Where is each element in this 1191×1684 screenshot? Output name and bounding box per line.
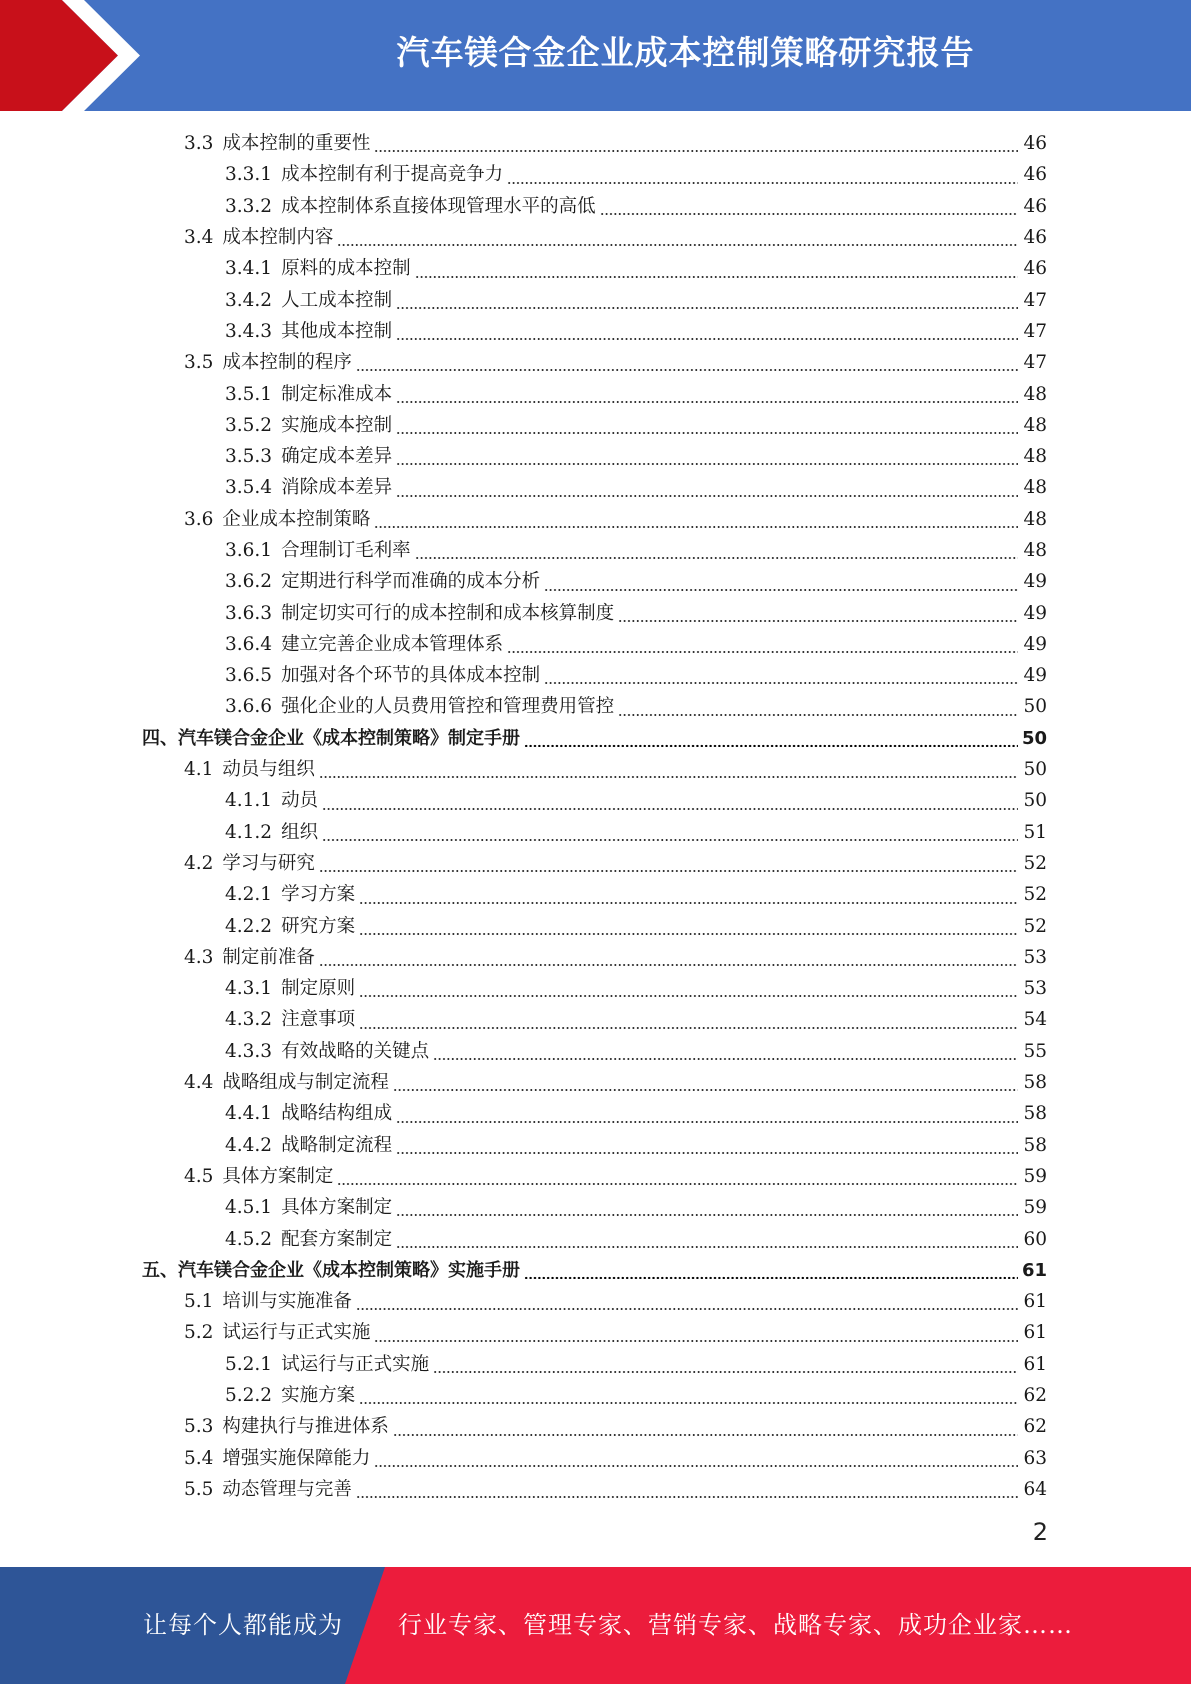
toc-entry-title: 成本控制有利于提高竞争力 bbox=[281, 164, 504, 186]
toc-dot-leader bbox=[374, 1324, 1018, 1343]
toc-entry-page: 58 bbox=[1023, 1103, 1047, 1125]
toc-entry-page: 47 bbox=[1023, 352, 1047, 374]
toc-entry-page: 51 bbox=[1023, 821, 1047, 843]
toc-entry[interactable] bbox=[225, 441, 1047, 472]
toc-entry-title: 注意事项 bbox=[281, 1009, 356, 1031]
toc-entry[interactable] bbox=[184, 1286, 1047, 1317]
toc-entry-page: 48 bbox=[1023, 477, 1047, 499]
toc-entry-number: 3.3.1 bbox=[225, 164, 273, 186]
toc-entry-number: 4.3.3 bbox=[225, 1040, 273, 1062]
toc-entry-title: 消除成本差异 bbox=[281, 477, 393, 499]
toc-entry-number: 4.5.2 bbox=[225, 1228, 273, 1250]
toc-entry-number: 5.2.2 bbox=[225, 1385, 273, 1407]
toc-entry[interactable] bbox=[225, 1223, 1047, 1254]
toc-entry-title: 定期进行科学而准确的成本分析 bbox=[281, 571, 541, 593]
toc-dot-leader bbox=[396, 1230, 1018, 1249]
toc-entry-title: 组织 bbox=[281, 821, 319, 843]
toc-entry[interactable] bbox=[225, 879, 1047, 910]
toc-entry-number: 3.6 bbox=[184, 508, 214, 530]
toc-entry[interactable] bbox=[142, 1255, 1047, 1286]
toc-entry[interactable] bbox=[184, 1067, 1047, 1098]
toc-entry[interactable] bbox=[225, 1098, 1047, 1129]
toc-dot-leader bbox=[322, 823, 1018, 842]
toc-dot-leader bbox=[433, 1042, 1018, 1061]
toc-entry-page: 59 bbox=[1023, 1197, 1047, 1219]
toc-dot-leader bbox=[359, 917, 1018, 936]
toc-dot-leader bbox=[524, 729, 1018, 747]
toc-entry-title: 制定原则 bbox=[281, 978, 356, 1000]
toc-entry-page: 61 bbox=[1023, 1291, 1047, 1313]
toc-entry-number: 3.5.3 bbox=[225, 446, 273, 468]
toc-dot-leader bbox=[396, 1198, 1018, 1217]
toc-dot-leader bbox=[319, 948, 1018, 967]
toc-entry-number: 4.1.1 bbox=[225, 790, 273, 812]
toc-entry-page: 48 bbox=[1023, 414, 1047, 436]
toc-dot-leader bbox=[415, 260, 1018, 279]
footer-slogan-left: 让每个人都能成为 bbox=[143, 1611, 343, 1639]
toc-entry-page: 49 bbox=[1023, 633, 1047, 655]
toc-entry-number: 5.2 bbox=[184, 1322, 214, 1344]
toc-entry-page: 54 bbox=[1023, 1009, 1047, 1031]
toc-entry-number: 4.2 bbox=[184, 852, 214, 874]
toc-entry-number: 3.3.2 bbox=[225, 195, 273, 217]
toc-entry-number: 3.6.2 bbox=[225, 571, 273, 593]
header-arrow-decoration bbox=[0, 0, 160, 111]
toc-entry[interactable] bbox=[225, 629, 1047, 660]
toc-dot-leader bbox=[396, 291, 1018, 310]
toc-entry-title: 动员与组织 bbox=[222, 759, 315, 781]
toc-entry[interactable] bbox=[225, 910, 1047, 941]
toc-entry-title: 具体方案制定 bbox=[281, 1197, 393, 1219]
toc-entry-page: 61 bbox=[1023, 1353, 1047, 1375]
toc-entry-title: 成本控制内容 bbox=[222, 227, 334, 249]
toc-entry-title: 四、汽车镁合金企业《成本控制策略》制定手册 bbox=[142, 727, 520, 749]
toc-entry-page: 46 bbox=[1023, 195, 1047, 217]
toc-entry-title: 企业成本控制策略 bbox=[222, 508, 371, 530]
toc-entry[interactable] bbox=[225, 472, 1047, 503]
toc-entry-title: 实施成本控制 bbox=[281, 414, 393, 436]
toc-entry-page: 50 bbox=[1023, 790, 1047, 812]
toc-entry-page: 47 bbox=[1023, 289, 1047, 311]
toc-entry-page: 58 bbox=[1023, 1134, 1047, 1156]
toc-entry[interactable] bbox=[225, 1036, 1047, 1067]
toc-entry-number: 5.4 bbox=[184, 1447, 214, 1469]
toc-entry-page: 55 bbox=[1023, 1040, 1047, 1062]
toc-dot-leader bbox=[337, 1167, 1018, 1186]
toc-dot-leader bbox=[374, 1449, 1018, 1468]
toc-entry-number: 4.4 bbox=[184, 1072, 214, 1094]
toc-entry-page: 50 bbox=[1023, 696, 1047, 718]
toc-entry-page: 59 bbox=[1023, 1165, 1047, 1187]
toc-dot-leader bbox=[337, 228, 1018, 247]
toc-entry[interactable] bbox=[225, 660, 1047, 691]
toc-dot-leader bbox=[618, 698, 1018, 717]
toc-entry-title: 成本控制体系直接体现管理水平的高低 bbox=[281, 195, 596, 217]
toc-entry[interactable] bbox=[225, 817, 1047, 848]
report-title: 汽车镁合金企业成本控制策略研究报告 bbox=[396, 33, 975, 72]
toc-entry-page: 60 bbox=[1023, 1228, 1047, 1250]
toc-entry-title: 研究方案 bbox=[281, 915, 356, 937]
toc-entry-page: 61 bbox=[1021, 1259, 1047, 1281]
toc-dot-leader bbox=[396, 1105, 1018, 1124]
toc-dot-leader bbox=[374, 510, 1018, 529]
toc-entry-number: 3.5.1 bbox=[225, 383, 273, 405]
toc-entry-title: 战略组成与制定流程 bbox=[222, 1072, 389, 1094]
toc-entry-number: 4.3.2 bbox=[225, 1009, 273, 1031]
page-header bbox=[0, 0, 1191, 111]
toc-dot-leader bbox=[319, 760, 1018, 779]
page-number: 2 bbox=[1032, 1518, 1048, 1546]
toc-entry[interactable] bbox=[184, 754, 1047, 785]
toc-entry-title: 其他成本控制 bbox=[281, 320, 393, 342]
toc-entry[interactable] bbox=[184, 222, 1047, 253]
toc-entry-number: 3.6.6 bbox=[225, 696, 273, 718]
toc-entry-page: 52 bbox=[1023, 852, 1047, 874]
toc-entry-number: 4.4.1 bbox=[225, 1103, 273, 1125]
toc-entry-page: 49 bbox=[1023, 571, 1047, 593]
toc-entry[interactable] bbox=[225, 191, 1047, 222]
toc-entry-number: 3.4.2 bbox=[225, 289, 273, 311]
toc-dot-leader bbox=[359, 1386, 1018, 1405]
toc-entry-title: 加强对各个环节的具体成本控制 bbox=[281, 665, 541, 687]
toc-entry-page: 61 bbox=[1023, 1322, 1047, 1344]
toc-entry-title: 配套方案制定 bbox=[281, 1228, 393, 1250]
toc-entry-title: 战略结构组成 bbox=[281, 1103, 393, 1125]
toc-dot-leader bbox=[396, 416, 1018, 435]
toc-entry[interactable] bbox=[225, 973, 1047, 1004]
toc-entry[interactable] bbox=[184, 504, 1047, 535]
toc-entry-number: 4.1.2 bbox=[225, 821, 273, 843]
toc-entry-page: 46 bbox=[1023, 258, 1047, 280]
toc-dot-leader bbox=[374, 134, 1018, 153]
page-footer bbox=[0, 1567, 1191, 1684]
toc-entry-title: 成本控制的程序 bbox=[222, 352, 352, 374]
toc-entry[interactable] bbox=[184, 1161, 1047, 1192]
toc-entry-number: 4.3 bbox=[184, 946, 214, 968]
toc-dot-leader bbox=[396, 447, 1018, 466]
toc-entry-number: 3.6.4 bbox=[225, 633, 273, 655]
toc-entry-number: 5.2.1 bbox=[225, 1353, 273, 1375]
toc-dot-leader bbox=[524, 1261, 1018, 1279]
toc-entry[interactable] bbox=[184, 347, 1047, 378]
toc-entry[interactable] bbox=[225, 1192, 1047, 1223]
toc-entry-page: 48 bbox=[1023, 446, 1047, 468]
toc-entry-title: 制定切实可行的成本控制和成本核算制度 bbox=[281, 602, 615, 624]
toc-entry-page: 48 bbox=[1023, 508, 1047, 530]
table-of-contents bbox=[0, 128, 1191, 1505]
toc-entry-page: 47 bbox=[1023, 320, 1047, 342]
toc-entry-page: 49 bbox=[1023, 602, 1047, 624]
toc-entry-number: 5.3 bbox=[184, 1416, 214, 1438]
toc-entry-page: 50 bbox=[1021, 727, 1047, 749]
toc-dot-leader bbox=[322, 792, 1018, 811]
toc-entry-number: 3.4.3 bbox=[225, 320, 273, 342]
toc-dot-leader bbox=[356, 1480, 1018, 1499]
toc-dot-leader bbox=[433, 1355, 1018, 1374]
toc-entry-number: 3.4.1 bbox=[225, 258, 273, 280]
toc-entry[interactable] bbox=[184, 1411, 1047, 1442]
toc-dot-leader bbox=[396, 1136, 1018, 1155]
toc-entry-number: 4.1 bbox=[184, 759, 214, 781]
toc-entry-number: 4.2.1 bbox=[225, 884, 273, 906]
toc-entry[interactable] bbox=[225, 159, 1047, 190]
toc-entry-title: 建立完善企业成本管理体系 bbox=[281, 633, 504, 655]
toc-entry[interactable] bbox=[225, 1130, 1047, 1161]
toc-entry-number: 4.5.1 bbox=[225, 1197, 273, 1219]
toc-entry[interactable] bbox=[225, 284, 1047, 315]
toc-entry-title: 成本控制的重要性 bbox=[222, 133, 371, 155]
toc-entry-number: 3.6.3 bbox=[225, 602, 273, 624]
toc-dot-leader bbox=[618, 604, 1018, 623]
toc-dot-leader bbox=[544, 573, 1018, 592]
toc-entry-page: 49 bbox=[1023, 665, 1047, 687]
toc-entry-page: 62 bbox=[1023, 1416, 1047, 1438]
toc-entry-page: 46 bbox=[1023, 133, 1047, 155]
toc-dot-leader bbox=[393, 1073, 1018, 1092]
toc-entry-number: 3.5.4 bbox=[225, 477, 273, 499]
toc-entry-title: 动态管理与完善 bbox=[222, 1478, 352, 1500]
toc-dot-leader bbox=[319, 854, 1018, 873]
toc-dot-leader bbox=[415, 541, 1018, 560]
toc-entry-number: 4.5 bbox=[184, 1165, 214, 1187]
toc-entry-number: 3.6.5 bbox=[225, 665, 273, 687]
toc-dot-leader bbox=[356, 353, 1018, 372]
toc-dot-leader bbox=[507, 166, 1018, 185]
toc-dot-leader bbox=[396, 322, 1018, 341]
toc-entry-title: 学习方案 bbox=[281, 884, 356, 906]
toc-entry-title: 原料的成本控制 bbox=[281, 258, 411, 280]
toc-entry[interactable] bbox=[184, 942, 1047, 973]
toc-entry-title: 培训与实施准备 bbox=[222, 1291, 352, 1313]
toc-entry-page: 52 bbox=[1023, 884, 1047, 906]
toc-dot-leader bbox=[393, 1418, 1018, 1437]
toc-entry-page: 46 bbox=[1023, 164, 1047, 186]
toc-dot-leader bbox=[396, 385, 1018, 404]
toc-entry[interactable] bbox=[184, 1442, 1047, 1473]
toc-dot-leader bbox=[359, 886, 1018, 905]
toc-entry[interactable] bbox=[225, 691, 1047, 722]
footer-slogan-right: 行业专家、管理专家、营销专家、战略专家、成功企业家…… bbox=[398, 1611, 1073, 1639]
toc-entry-title: 学习与研究 bbox=[222, 852, 315, 874]
toc-entry-page: 53 bbox=[1023, 946, 1047, 968]
toc-entry-number: 4.3.1 bbox=[225, 978, 273, 1000]
toc-entry-title: 试运行与正式实施 bbox=[281, 1353, 430, 1375]
toc-entry[interactable] bbox=[225, 1349, 1047, 1380]
toc-entry-title: 有效战略的关键点 bbox=[281, 1040, 430, 1062]
toc-entry[interactable] bbox=[225, 535, 1047, 566]
toc-entry[interactable] bbox=[225, 597, 1047, 628]
toc-entry-title: 制定标准成本 bbox=[281, 383, 393, 405]
toc-entry-title: 增强实施保障能力 bbox=[222, 1447, 371, 1469]
toc-entry-title: 实施方案 bbox=[281, 1385, 356, 1407]
toc-entry[interactable] bbox=[225, 785, 1047, 816]
toc-entry[interactable] bbox=[225, 1380, 1047, 1411]
toc-entry-number: 3.6.1 bbox=[225, 540, 273, 561]
toc-entry-page: 63 bbox=[1023, 1447, 1047, 1469]
toc-entry[interactable] bbox=[225, 316, 1047, 347]
toc-entry-title: 试运行与正式实施 bbox=[222, 1322, 371, 1344]
toc-entry-page: 50 bbox=[1023, 759, 1047, 781]
toc-entry-title: 构建执行与推进体系 bbox=[222, 1416, 389, 1438]
toc-entry-page: 52 bbox=[1023, 915, 1047, 937]
toc-entry[interactable] bbox=[225, 410, 1047, 441]
toc-entry-number: 3.5 bbox=[184, 352, 214, 374]
toc-dot-leader bbox=[507, 635, 1018, 654]
toc-dot-leader bbox=[544, 666, 1018, 685]
toc-dot-leader bbox=[356, 1292, 1018, 1311]
toc-entry-number: 3.3 bbox=[184, 133, 214, 155]
toc-entry[interactable] bbox=[184, 1474, 1047, 1505]
toc-entry-number: 3.5.2 bbox=[225, 414, 273, 436]
toc-entry-number: 4.2.2 bbox=[225, 915, 273, 937]
toc-entry-title: 制定前准备 bbox=[222, 946, 315, 968]
toc-entry-number: 3.4 bbox=[184, 227, 214, 249]
toc-dot-leader bbox=[359, 1011, 1018, 1030]
toc-entry[interactable] bbox=[184, 1317, 1047, 1348]
toc-entry-title: 人工成本控制 bbox=[281, 289, 393, 311]
toc-entry-number: 5.1 bbox=[184, 1291, 214, 1313]
toc-dot-leader bbox=[600, 197, 1018, 216]
toc-entry-title: 动员 bbox=[281, 790, 319, 812]
toc-entry[interactable] bbox=[225, 378, 1047, 409]
toc-entry-page: 53 bbox=[1023, 978, 1047, 1000]
toc-entry-title: 具体方案制定 bbox=[222, 1165, 334, 1187]
toc-entry-page: 64 bbox=[1023, 1478, 1047, 1500]
toc-entry-title: 强化企业的人员费用管控和管理费用管控 bbox=[281, 696, 615, 718]
toc-entry-number: 5.5 bbox=[184, 1478, 214, 1500]
toc-entry[interactable] bbox=[184, 848, 1047, 879]
toc-entry[interactable] bbox=[142, 723, 1047, 754]
toc-entry[interactable] bbox=[225, 1004, 1047, 1035]
toc-entry-page: 46 bbox=[1023, 227, 1047, 249]
toc-entry-page: 48 bbox=[1023, 540, 1047, 561]
toc-entry[interactable] bbox=[184, 128, 1047, 159]
toc-entry-page: 62 bbox=[1023, 1385, 1047, 1407]
toc-entry-title: 确定成本差异 bbox=[281, 446, 393, 468]
toc-entry-title: 五、汽车镁合金企业《成本控制策略》实施手册 bbox=[142, 1259, 520, 1281]
toc-entry-page: 58 bbox=[1023, 1072, 1047, 1094]
toc-entry-title: 战略制定流程 bbox=[281, 1134, 393, 1156]
toc-entry[interactable] bbox=[225, 566, 1047, 597]
toc-entry-number: 4.4.2 bbox=[225, 1134, 273, 1156]
toc-entry-title: 合理制订毛利率 bbox=[281, 540, 411, 561]
toc-dot-leader bbox=[396, 479, 1018, 498]
toc-dot-leader bbox=[359, 979, 1018, 998]
toc-entry-page: 48 bbox=[1023, 383, 1047, 405]
toc-entry[interactable] bbox=[225, 253, 1047, 284]
